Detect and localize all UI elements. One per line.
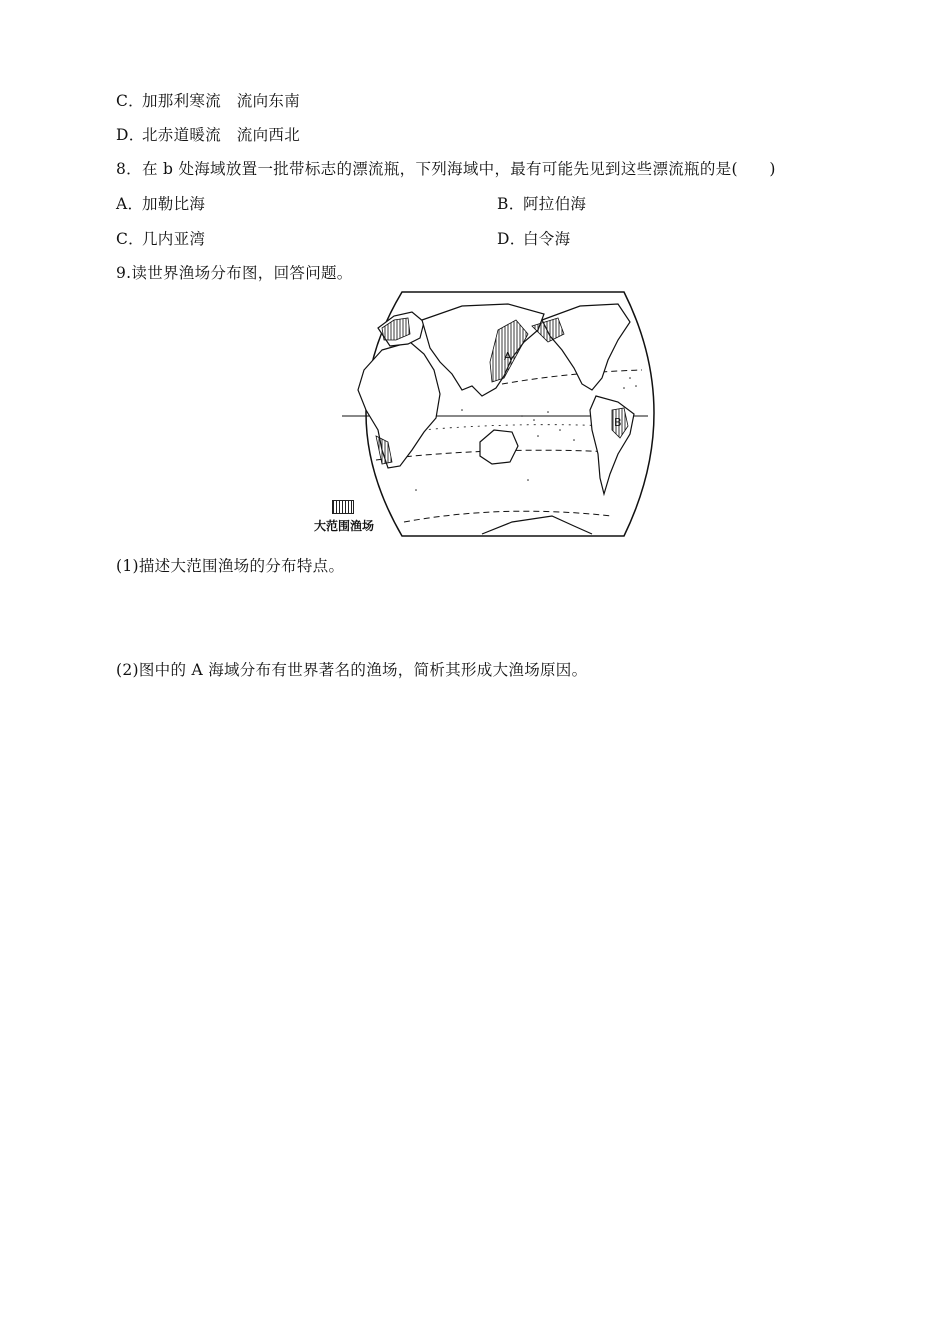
- q8-option-c: [116, 229, 205, 249]
- q8-stem: 8．在 b 处海域放置一批带标志的漂流瓶，下列海域中，最有可能先见到这些漂流瓶的是( ): [116, 160, 776, 178]
- q8-option-b: [497, 194, 586, 214]
- option-text: 北赤道暖流 流向西北: [142, 126, 301, 144]
- q8-option-a: [116, 194, 205, 214]
- option-text: 加那利寒流 流向东南: [142, 92, 301, 110]
- option-letter: B．: [497, 195, 525, 213]
- option-text: 阿拉伯海: [523, 195, 587, 213]
- option-letter: C．: [116, 92, 144, 110]
- map-label-a: A: [504, 350, 512, 363]
- legend-swatch: [332, 500, 354, 514]
- q9-sub1: (1)描述大范围渔场的分布特点。: [116, 557, 345, 575]
- option-text: 加勒比海: [142, 195, 206, 213]
- world-fishery-map: [312, 290, 660, 538]
- map-label-b: B: [614, 416, 622, 429]
- q9-stem: 9.读世界渔场分布图，回答问题。: [116, 264, 353, 282]
- option-text: 几内亚湾: [142, 230, 206, 248]
- q8-option-d: [497, 229, 570, 249]
- option-letter: D．: [116, 126, 145, 144]
- option-letter: D．: [497, 230, 526, 248]
- option-text: 白令海: [523, 230, 571, 248]
- q7-option-c: [116, 91, 300, 111]
- q7-option-d: [116, 125, 300, 145]
- option-letter: A．: [116, 195, 144, 213]
- option-letter: C．: [116, 230, 144, 248]
- legend-label: 大范围渔场: [314, 519, 375, 533]
- q9-sub2: (2)图中的 A 海域分布有世界著名的渔场，简析其形成大渔场原因。: [116, 661, 588, 679]
